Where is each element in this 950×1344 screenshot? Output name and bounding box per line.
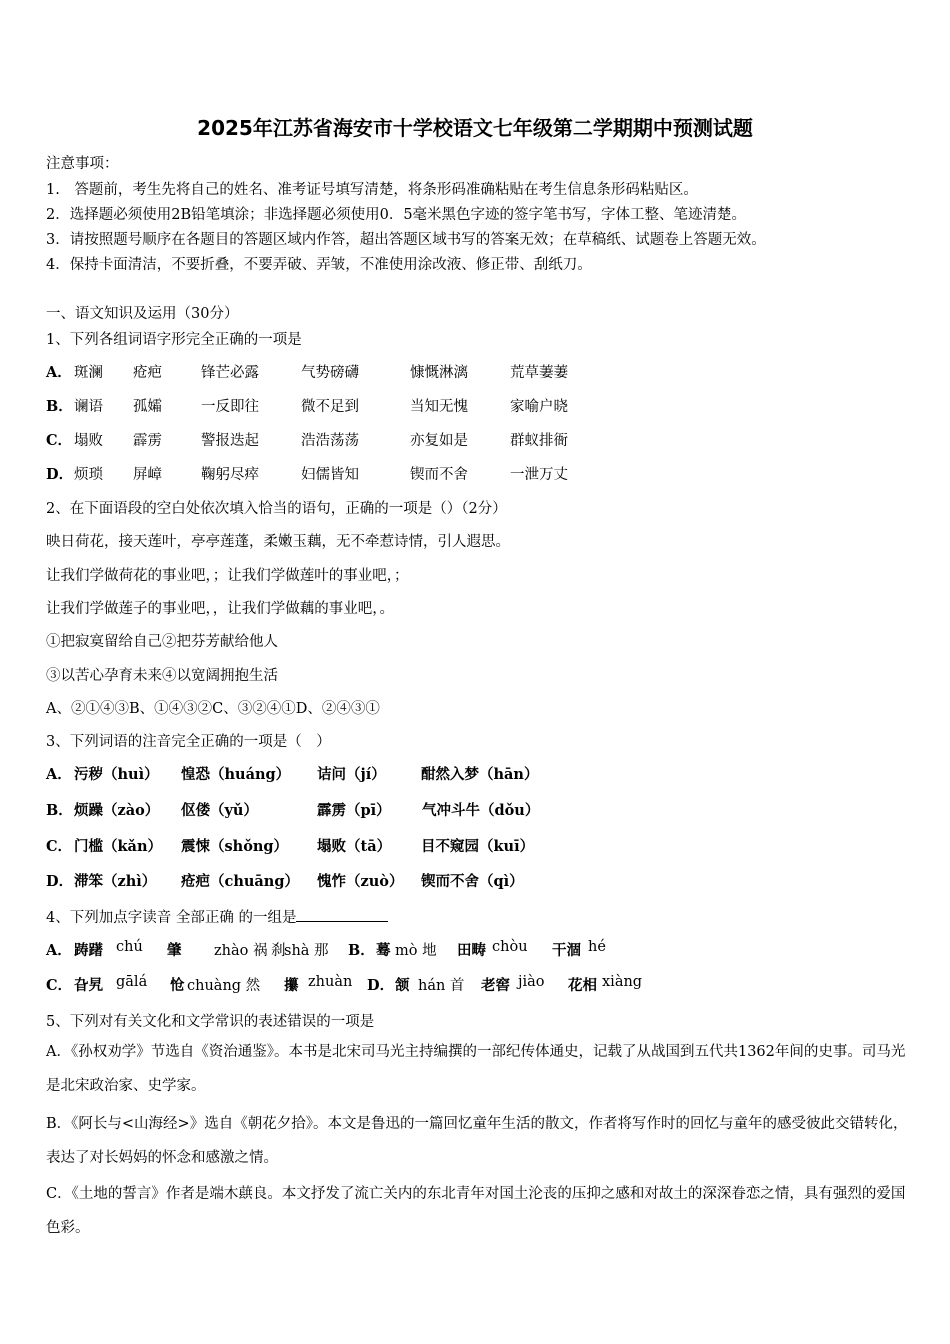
option-word: 慷慨淋漓	[410, 365, 468, 381]
option-word: 微不足到	[301, 399, 359, 415]
option-word: 当知无愧	[410, 399, 468, 415]
option-word: 孤孀	[133, 399, 162, 415]
q2-answer-options: A、②①④③B、①④③②C、③②④①D、②④③①	[46, 701, 380, 717]
option-label: C．	[46, 838, 73, 855]
option-word: 警报迭起	[201, 433, 259, 449]
option-item: 目不窥园（kuī）	[421, 838, 535, 855]
option-word: 群蚁排衙	[510, 433, 568, 449]
q5-option-a: A．《孙权劝学》节选自《资治通鉴》。本书是北宋司马光主持编撰的一部纪传体通史，记载了从战国到五代共1362年间的史事。司马光是北宋政治家、史学家。	[46, 1044, 906, 1094]
notice-item: 4．保持卡面清洁，不要折叠，不要弄破、弄皱，不准使用涂改液、修正带、刮纸刀。	[46, 257, 592, 273]
option-word: 烦琐	[74, 467, 103, 483]
answer-blank	[296, 908, 388, 922]
option-word: 气势磅礴	[301, 365, 359, 381]
q4-segment: 颔	[395, 977, 410, 994]
option-word: 亦复如是	[410, 433, 468, 449]
q3-stem: 3、下列词语的注音完全正确的一项是（ ）	[46, 734, 331, 750]
option-item: 门槛（kǎn）	[74, 838, 162, 855]
option-item: 酣然入梦（hān）	[421, 766, 539, 783]
option-word: 一反即往	[201, 399, 259, 415]
q2-line: 映日荷花，接天莲叶，亭亭莲蓬，柔嫩玉藕，无不牵惹诗情，引人遐思。	[46, 534, 510, 550]
notice-heading: 注意事项：	[46, 156, 119, 172]
q4-segment: shà 那	[284, 943, 329, 959]
q4-segment: mò 地	[395, 943, 437, 959]
q4-segment: jiào	[518, 974, 545, 990]
q2-line: ①把寂寞留给自己②把芬芳献给他人	[46, 634, 278, 650]
option-word: 家喻户晓	[510, 399, 568, 415]
option-word: 屏嶂	[133, 467, 162, 483]
q4-segment: zhào 祸	[214, 943, 268, 959]
notice-item: 2．选择题必须使用2B铅笔填涂；非选择题必须使用0．5毫米黑色字迹的签字笔书写，字体工整、笔迹清楚。	[46, 207, 747, 223]
option-item: 污秽（huì）	[74, 766, 159, 783]
q4-segment: hán 首	[418, 978, 465, 994]
q4-segment: B．	[348, 942, 375, 959]
option-word: 锲而不舍	[410, 467, 468, 483]
q4-segment: 刹	[271, 943, 286, 959]
option-word: 妇儒皆知	[301, 467, 359, 483]
option-word: 一泄万丈	[510, 467, 568, 483]
option-item: 气冲斗牛（dǒu）	[422, 802, 540, 819]
option-word: 荒草萋萋	[510, 365, 568, 381]
option-item: 塌败（tā）	[317, 838, 392, 855]
option-item: 疮疤（chuāng）	[181, 873, 299, 890]
option-item: 霹雳（pī）	[317, 802, 391, 819]
option-item: 诘问（jí）	[317, 766, 386, 783]
option-word: 鞠躬尽瘁	[201, 467, 259, 483]
q4-segment: C．	[46, 977, 73, 994]
q4-segment: xiàng	[602, 974, 643, 990]
q4-stem-text: 4、下列加点字读音 全部正确 的一组是	[46, 910, 297, 926]
q4-segment: zhuàn	[308, 974, 353, 990]
option-label: B．	[46, 398, 73, 415]
option-item: 滞笨（zhì）	[74, 873, 157, 890]
q4-segment: D．	[367, 977, 395, 994]
q4-segment: 旮旯	[74, 977, 103, 994]
q4-segment: 怆	[170, 977, 185, 994]
option-label: D．	[46, 466, 74, 483]
q4-segment: 肇	[167, 942, 182, 959]
q4-segment: chòu	[492, 939, 528, 955]
q2-line: ③以苦心孕育未来④以宽阔拥抱生活	[46, 668, 278, 684]
q4-segment: chú	[116, 939, 143, 955]
option-word: 塌败	[74, 433, 103, 449]
option-word: 锋芒必露	[201, 365, 259, 381]
q4-segment: A．	[46, 942, 72, 959]
option-item: 愧怍（zuò）	[317, 873, 404, 890]
option-word: 斑澜	[74, 365, 103, 381]
q4-segment: 田畴	[457, 942, 486, 959]
option-label: D．	[46, 873, 74, 890]
q4-segment: 攥	[284, 977, 299, 994]
q4-segment: 蓦	[376, 942, 391, 959]
notice-item: 1. 答题前，考生先将自己的姓名、准考证号填写清楚，将条形码准确粘贴在考生信息条形码粘贴区。	[46, 182, 698, 198]
option-word: 谰语	[74, 399, 103, 415]
option-word: 霹雳	[133, 433, 162, 449]
option-item: 惶恐（huáng）	[181, 766, 291, 783]
q4-segment: gālá	[116, 974, 148, 990]
q5-option-b: B．《阿长与<山海经>》选自《朝花夕拾》。本文是鲁迅的一篇回忆童年生活的散文，作者将写作时的回忆与童年的感受彼此交错转化，表达了对长妈妈的怀念和感激之情。	[46, 1116, 908, 1166]
option-label: A．	[46, 766, 72, 783]
q2-stem: 2、在下面语段的空白处依次填入恰当的语句，正确的一项是（）（2分）	[46, 501, 507, 517]
option-item: 烦躁（zào）	[74, 802, 160, 819]
option-item: 锲而不舍（qì）	[421, 873, 524, 890]
q4-segment: hé	[588, 939, 606, 955]
q5-option-c: C．《土地的誓言》作者是端木蕻良。本文抒发了流亡关内的东北青年对国土沦丧的压抑之感和对故土的深深眷恋之情，具有强烈的爱国色彩。	[46, 1186, 906, 1236]
q4-segment: chuàng 然	[187, 978, 261, 994]
q2-line: 让我们学做荷花的事业吧，；让我们学做莲叶的事业吧，；	[46, 568, 409, 584]
notice-item: 3．请按照题号顺序在各题目的答题区域内作答，超出答题区域书写的答案无效；在草稿纸、试题卷上答题无效。	[46, 232, 766, 248]
option-item: 伛偻（yǔ）	[181, 802, 258, 819]
q4-stem	[46, 906, 388, 927]
option-word: 浩浩荡荡	[301, 433, 359, 449]
option-label: B．	[46, 802, 73, 819]
q2-line: 让我们学做莲子的事业吧，，让我们学做藕的事业吧，。	[46, 601, 394, 617]
option-label: A．	[46, 364, 72, 381]
option-label: C．	[46, 432, 73, 449]
q1-stem: 1、下列各组词语字形完全正确的一项是	[46, 332, 302, 348]
q5-stem: 5、下列对有关文化和文学常识的表述错误的一项是	[46, 1014, 375, 1030]
q4-segment: 花相	[568, 977, 597, 994]
q4-segment: 老窖	[481, 977, 510, 994]
q4-segment: 踌躇	[74, 942, 103, 959]
option-item: 震悚（shǒng）	[181, 838, 289, 855]
section-heading: 一、语文知识及运用（30分）	[46, 306, 239, 322]
page-title: 2025年江苏省海安市十学校语文七年级第二学期期中预测试题	[197, 116, 753, 140]
option-word: 疮疤	[133, 365, 162, 381]
q4-segment: 干涸	[552, 942, 581, 959]
